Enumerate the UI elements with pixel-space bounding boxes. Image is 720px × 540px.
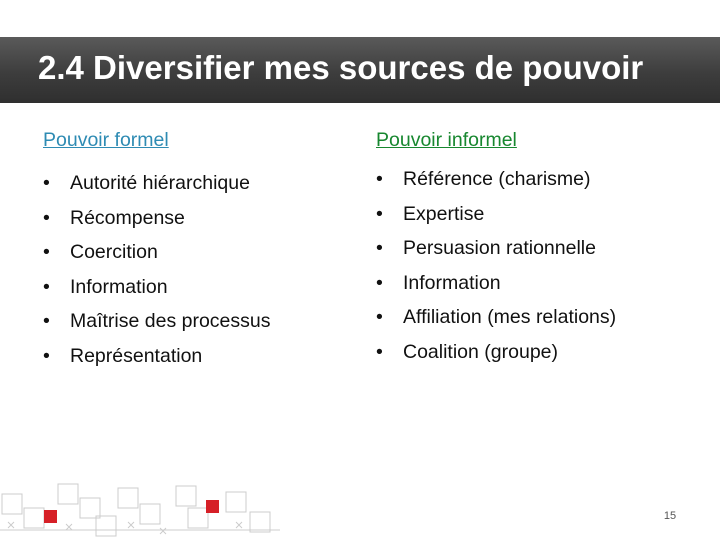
list-item-label: Persuasion rationnelle — [403, 237, 596, 260]
list-item-label: Coalition (groupe) — [403, 340, 559, 363]
list-item — [376, 231, 706, 266]
cross-mark — [8, 522, 14, 528]
title-bar — [0, 37, 720, 103]
list-item — [376, 300, 706, 335]
grid-square — [176, 486, 196, 506]
cross-mark — [160, 528, 166, 534]
list-item — [43, 166, 343, 201]
list-item — [43, 304, 343, 339]
list-item — [43, 270, 343, 305]
list-item-label: Affiliation (mes relations) — [403, 306, 617, 329]
list-item — [376, 335, 706, 370]
list-item — [43, 235, 343, 270]
accent-square — [206, 500, 219, 513]
grid-square — [96, 516, 116, 536]
list-item-label: Coercition — [70, 241, 158, 264]
list-item-label: Représentation — [70, 344, 203, 367]
list-item — [43, 339, 343, 374]
decorative-grid-pattern — [0, 478, 300, 540]
page-number: 15 — [663, 510, 677, 522]
grid-square — [118, 488, 138, 508]
grid-square — [24, 508, 44, 528]
grid-square — [188, 508, 208, 528]
informal-power-column — [376, 128, 706, 370]
list-item-label: Information — [403, 271, 501, 294]
list-item-label: Information — [70, 275, 168, 298]
list-item — [43, 201, 343, 236]
slide-title: 2.4 Diversifier mes sources de pouvoir — [38, 49, 644, 86]
list-item — [376, 266, 706, 301]
bullet-icon: • — [43, 275, 50, 298]
cross-mark — [236, 522, 242, 528]
grid-square — [140, 504, 160, 524]
bullet-icon: • — [376, 202, 383, 225]
bullet-icon: • — [43, 310, 50, 333]
list-item-label: Référence (charisme) — [403, 168, 591, 190]
bullet-icon: • — [376, 237, 383, 260]
bullet-icon: • — [376, 168, 383, 190]
list-item-label: Récompense — [70, 206, 185, 229]
grid-square — [80, 498, 100, 518]
grid-square — [226, 492, 246, 512]
cross-mark — [66, 524, 72, 530]
list-item — [376, 162, 706, 197]
bullet-icon: • — [43, 241, 50, 264]
list-item-label: Autorité hiérarchique — [70, 172, 250, 194]
formal-power-list — [43, 166, 343, 374]
list-item — [376, 197, 706, 232]
cross-mark — [128, 522, 134, 528]
list-item-label: Maîtrise des processus — [70, 310, 271, 333]
informal-power-list — [376, 162, 706, 370]
bullet-icon: • — [376, 306, 383, 329]
formal-power-column — [43, 128, 343, 374]
grid-square — [250, 512, 270, 532]
grid-square — [2, 494, 22, 514]
bullet-icon: • — [43, 206, 50, 229]
formal-power-heading: Pouvoir formel — [43, 129, 169, 151]
bullet-icon: • — [43, 344, 50, 367]
bullet-icon: • — [376, 340, 383, 363]
informal-power-heading: Pouvoir informel — [376, 129, 517, 151]
grid-square — [58, 484, 78, 504]
bullet-icon: • — [43, 172, 50, 194]
list-item-label: Expertise — [403, 202, 485, 225]
bullet-icon: • — [376, 271, 383, 294]
accent-square — [44, 510, 57, 523]
